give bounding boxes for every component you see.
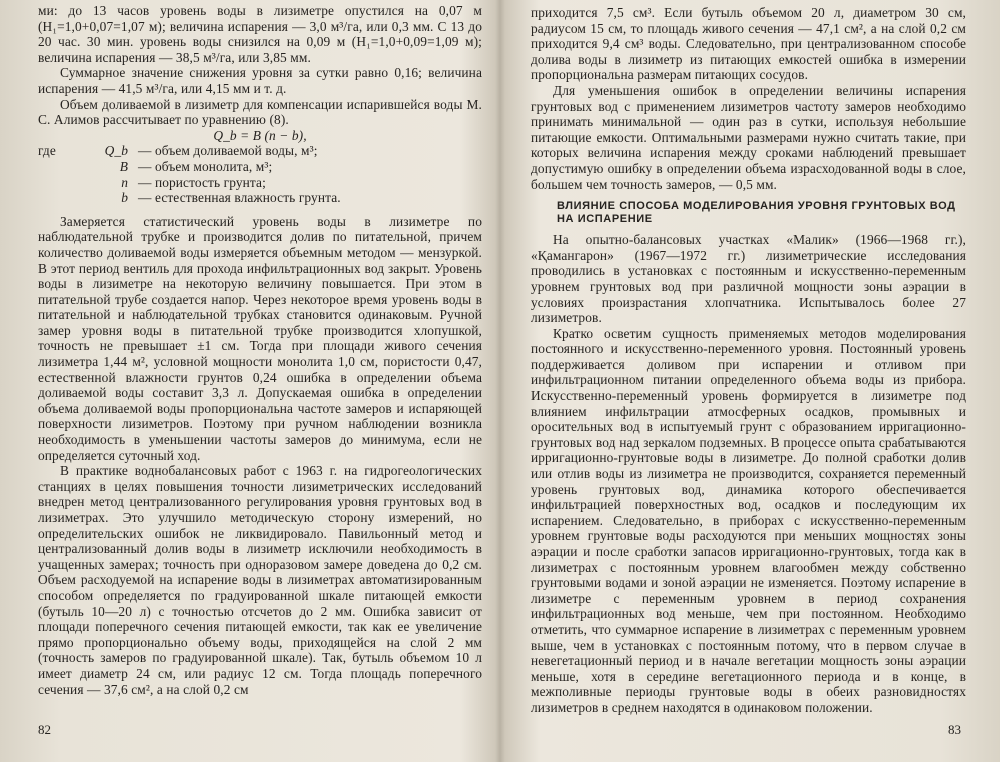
paragraph: Для уменьшения ошибок в определении величины испарения грунтовых вод с применением лизиметров частоту замеров необходимо принимать минимальной — один раз в сутки, используя небольшие питающие емкости. Оптимальными размерами нужно считать такие, при которых величина испарения между сроками наблюдений превышает допустимую ошибку в определении объема израсходованной воды в слое, большем чем точность замеров, — 0,5 мм. bbox=[531, 82, 966, 192]
definition-row bbox=[38, 143, 482, 159]
definition-row bbox=[38, 159, 482, 175]
paragraph: ми: до 13 часов уровень воды в лизиметре опустился на 0,07 м (H₁=1,0+0,07=1,07 м); величина испарения — 3,0 м³/га, или 0,3 мм. С 13 до 20 час. 30 мин. уровень воды снизился на 0,09 м (H₁=1,0+0,09=1,09 м); величина испарения — 38,5 м³/га, или 3,85 мм. bbox=[38, 3, 482, 65]
definition-symbol: b bbox=[121, 190, 128, 206]
definition-text: — естественная влажность грунта. bbox=[138, 190, 341, 206]
page-number: 83 bbox=[948, 722, 961, 737]
section-heading: ВЛИЯНИЕ СПОСОБА МОДЕЛИРОВАНИЯ УРОВНЯ ГРУНТОВЫХ ВОД НА ИСПАРЕНИЕ bbox=[557, 200, 956, 226]
left-page-text bbox=[38, 3, 482, 697]
definition-row bbox=[38, 190, 482, 206]
definition-text: — объем доливаемой воды, м³; bbox=[138, 143, 318, 159]
paragraph: Замеряется статистический уровень воды в лизиметре по наблюдательной трубке и производится долив по питательной, причем количество доливаемой воды измеряется объемным методом — мензуркой. В этот период вентиль для прохода инфильтрационных вод закрыт. Уровень воды в лизиметре на некоторую величину повышается. При этом в питательной трубе создается напор. Через некоторое время уровень воды в питательной и наблюдательной трубках становится одинаковым. Ручной замер уровня воды в питательной трубке производится хлопушкой, точность не превышает ±1 см. Тогда при площади живого сечения лизиметра 1,44 м², условной мощности монолита 1,0 см, пористости 0,47, естественной влажности грунтов 0,24 ошибка в определении объема доливаемой воды составит 3,3 л. Допускаемая ошибка в определении объема доливаемой воды пропорциональна частоте замеров и испаряющей поверхности лизиметров. Поэтому при ручном наблюдении возникла необходимость в уменьшении частоты замеров до минимума, если не определяется суточный ход. bbox=[38, 213, 482, 463]
paragraph: На опытно-балансовых участках «Малик» (1966—1968 гг.), «Қамангарон» (1967—1972 гг.) лизиметрические исследования проводились в установках с постоянным и искусственно-переменным уровнем грунтовых вод при различной мощности зоны аэрации в условиях произрастания хлопчатника. Испытывалось более 27 лизиметров. bbox=[531, 232, 966, 326]
definition-symbol: Q_b bbox=[104, 143, 128, 159]
definitions-list bbox=[38, 143, 482, 205]
definition-text: — объем монолита, м³; bbox=[138, 158, 273, 174]
page-number: 82 bbox=[38, 722, 51, 737]
formula: Q_b = B (n − b), bbox=[213, 127, 307, 143]
right-page-text bbox=[531, 5, 966, 716]
definitions-lead: где bbox=[38, 143, 56, 159]
definition-row bbox=[38, 175, 482, 191]
paragraph: В практике воднобалансовых работ с 1963 г. на гидрогеологических станциях в целях повышения точности лизиметрических исследований внедрен метод централизованного регулирования уровня грунтовых вод в лизиметрах. Это улучшило методическую сторону измерений, но определительских ошибок не ликвидировало. Павильонный метод и централизованный долив воды в лизиметр исключили необходимость в учащенных замерах; точность при одноразовом замере доведена до 0,2 см. Объем расходуемой на испарение воды в лизиметрах автоматизированным способом определяется по градуированной шкале питающей емкости (бутыль 10—20 л) с точностью отсчетов до 2 мм. Ошибка зависит от площади поперечного сечения питающей емкости, так как ее увеличение прямо пропорционально объему воды, приходящейся на слой 2 мм (точность замеров по градуированной шкале). Так, бутыль объемом 10 л имеет диаметр 24 см, или радиус 12 см. Тогда площадь поперечного сечения — 37,6 см², а на слой 0,2 см bbox=[38, 463, 482, 697]
paragraph: Кратко осветим сущность применяемых методов моделирования постоянного и искусственно-переменного уровня. Постоянный уровень поддерживается доливом при испарении и отливом при инфильтрационном питании определенного объема воды из прибора. Искусственно-переменный уровень формируется в лизиметре под влиянием инфильтрации атмосферных осадков, промывных и оросительных вод в испытуемый грунт с образованием ирригационно-грунтовых вод над зеркалом подземных. В процессе опыта срабатываются ирригационно-грунтовые воды в лизиметре. До полной сработки долив или отлив воды из лизиметра не производится, сохраняется переменный уровень грунтовых вод, динамика которого обеспечивается инфильтрацией поверхностных вод, осадков и последующим их испарением. Следовательно, в приборах с искусственно-переменным уровнем грунтовые воды расходуются при меньших мощностях зоны аэрации и после сработки запасов ирригационно-грунтовых, тогда как в лизиметрах с постоянным уровнем влагообмен между собственно грунтовыми водами и зоной аэрации не изменяется. Поэтому испарение в лизиметре с переменным уровнем в период сохранения инфильтрационных вод меньше, чем при постоянном. Необходимо отметить, что суммарное испарение в лизиметрах с переменным уровнем выше, чем в установках с постоянным потому, что в первом случае в невегетационный период и в начале вегетации мощность зоны аэрации меньше, хотя в середине вегетационного периода и в конце, в межполивные периоды грунтовые воды в обеих разновидностях лизиметров в среднем находятся в одинаковом положении. bbox=[531, 325, 966, 715]
paragraph: приходится 7,5 см³. Если бутыль объемом 20 л, диаметром 30 см, радиусом 15 см, то площадь живого сечения — 47,1 см², а на слой 0,2 см приходится 9,4 см³ воды. Следовательно, при централизованном способе долива воды в лизиметр из питающих емкостей ошибка в измерении пропорциональна размерам питающих сосудов. bbox=[531, 5, 966, 83]
paragraph: Объем доливаемой в лизиметр для компенсации испарившейся воды М. С. Алимов рассчитывает по уравнению (8). bbox=[38, 96, 482, 128]
right-page bbox=[500, 0, 1000, 762]
definition-text: — пористость грунта; bbox=[138, 174, 266, 190]
definition-symbol: n bbox=[121, 174, 128, 190]
definition-symbol: B bbox=[119, 158, 128, 174]
paragraph: Суммарное значение снижения уровня за сутки равно 0,16; величина испарения — 41,5 м³/га, или 4,15 мм и т. д. bbox=[38, 65, 482, 96]
